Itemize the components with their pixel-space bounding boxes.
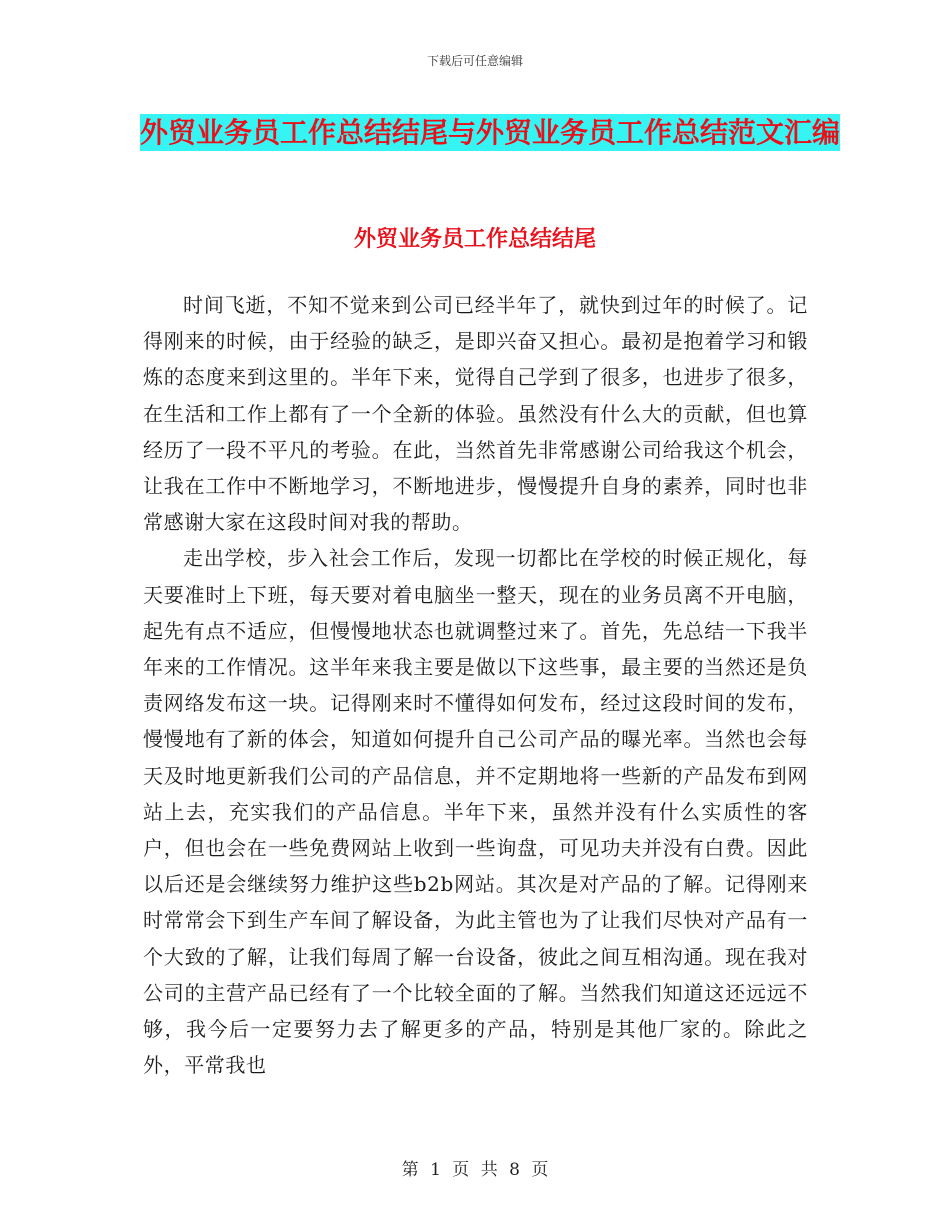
paragraph-2: 走出学校，步入社会工作后，发现一切都比在学校的时候正规化，每天要准时上下班，每天要对着电脑坐一整天，现在的业务员离不开电脑，起先有点不适应，但慢慢地状态也就调整过来了。首先，先总结一下我半年来的工作情况。这半年来我主要是做以下这些事，最主要的当然还是负责网络发布这一块。记得刚来时不懂得如何发布，经过这段时间的发布，慢慢地有了新的体会，知道如何提升自己公司产品的曝光率。当然也会每天及时地更新我们公司的产品信息，并不定期地将一些新的产品发布到网站上去，充实我们的产品信息。半年下来，虽然并没有什么实质性的客户，但也会在一些免费网站上收到一些询盘，可见功夫并没有白费。因此以后还是会继续努力维护这些b2b网站。其次是对产品的了解。记得刚来时常常会下到生产车间了解设备，为此主管也为了让我们尽快对产品有一个大致的了解，让我们每周了解一台设备，彼此之间互相沟通。现在我对公司的主营产品已经有了一个比较全面的了解。当然我们知道这还远远不够，我今后一定要努力去了解更多的产品，特别是其他厂家的。除此之外，平常我也 [143,546,808,1078]
section-title: 外贸业务员工作总结结尾 [353,227,596,252]
header-note: 下载后可任意编辑 [426,54,523,68]
page-number-footer: 第 1 页 共 8 页 [401,1160,549,1180]
document-title-text: 外贸业务员工作总结结尾与外贸业务员工作总结范文汇编 [140,116,841,149]
document-title [140,108,840,158]
paragraph-1: 时间飞逝，不知不觉来到公司已经半年了，就快到过年的时候了。记得刚来的时候，由于经验的缺乏，是即兴奋又担心。最初是抱着学习和锻炼的态度来到这里的。半年下来，觉得自己学到了很多，也进步了很多，在生活和工作上都有了一个全新的体验。虽然没有什么大的贡献，但也算经历了一段不平凡的考验。在此，当然首先非常感谢公司给我这个机会，让我在工作中不断地学习，不断地进步，慢慢提升自身的素养，同时也非常感谢大家在这段时间对我的帮助。 [143,293,808,535]
document-body [143,287,808,1083]
